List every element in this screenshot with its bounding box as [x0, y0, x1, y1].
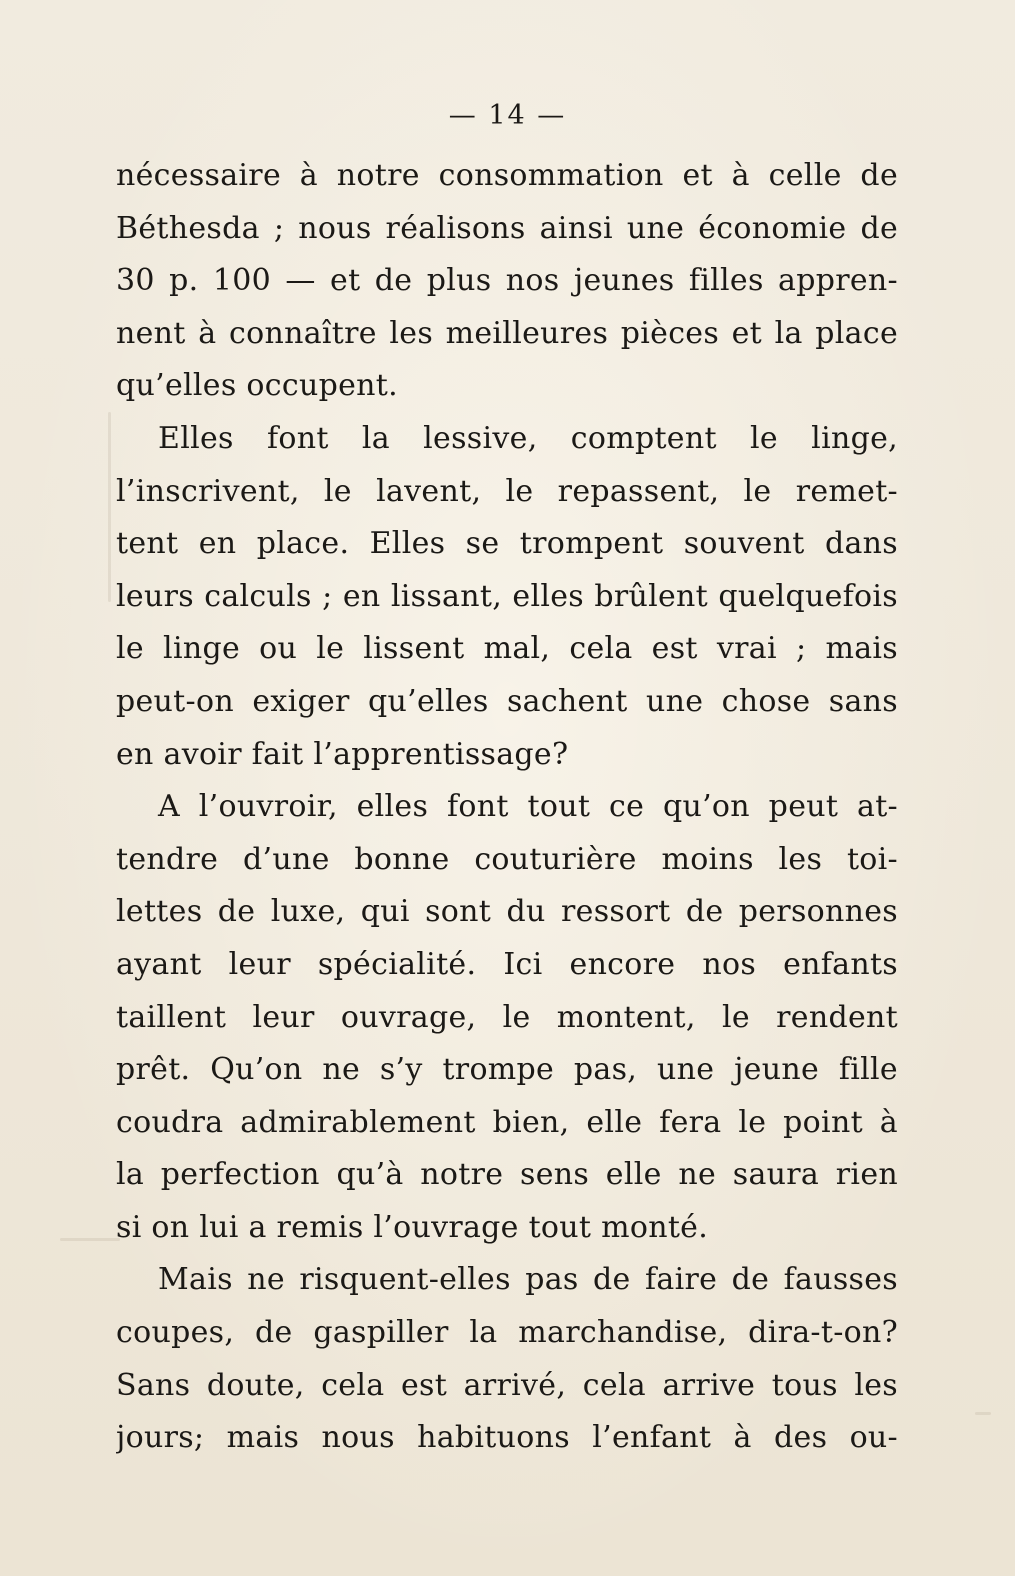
text-line: lettes de luxe, qui sont du ressort de personnes — [116, 894, 898, 930]
text-line: l’inscrivent, le lavent, le repassent, le remet- — [116, 473, 898, 509]
text-line: le linge ou le lissent mal, cela est vrai ; mais — [116, 631, 898, 667]
bleed-through-mark — [975, 1412, 991, 1415]
text-line: 30 p. 100 — et de plus nos jeunes filles appren- — [116, 263, 898, 299]
text-line: tendre d’une bonne couturière moins les toi- — [116, 841, 898, 877]
text-line: leurs calculs ; en lissant, elles brûlent quelquefois — [116, 578, 898, 614]
text-line: Elles font la lessive, comptent le linge, — [158, 420, 898, 456]
text-line: peut-on exiger qu’elles sachent une chose sans — [116, 683, 898, 719]
text-line: qu’elles occupent. — [116, 368, 398, 404]
text-line: nécessaire à notre consommation et à celle de — [116, 158, 898, 193]
text-line: nent à connaître les meilleures pièces et la place — [116, 315, 898, 351]
text-line: prêt. Qu’on ne s’y trompe pas, une jeune fille — [116, 1052, 898, 1088]
text-line: tent en place. Elles se trompent souvent dans — [116, 526, 898, 562]
text-line: coupes, de gaspiller la marchandise, dira-t-on? — [116, 1315, 898, 1351]
bleed-through-mark — [108, 412, 111, 602]
text-line: coudra admirablement bien, elle fera le point à — [116, 1104, 898, 1140]
text-line: jours; mais nous habituons l’enfant à des ou- — [116, 1420, 898, 1456]
text-line: Béthesda ; nous réalisons ainsi une économie de — [116, 210, 898, 246]
bleed-through-mark — [60, 1238, 120, 1241]
text-line: A l’ouvroir, elles font tout ce qu’on peut at- — [158, 789, 898, 825]
text-line: en avoir fait l’apprentissage? — [116, 736, 569, 772]
text-line: Sans doute, cela est arrivé, cela arrive tous les — [116, 1367, 898, 1403]
page-number: — 14 — — [448, 100, 567, 131]
text-line: si on lui a remis l’ouvrage tout monté. — [116, 1209, 709, 1245]
text-line: la perfection qu’à notre sens elle ne saura rien — [116, 1157, 898, 1193]
body-text — [116, 150, 898, 1465]
text-line: ayant leur spécialité. Ici encore nos enfants — [116, 946, 898, 982]
text-line: taillent leur ouvrage, le montent, le rendent — [116, 999, 898, 1035]
text-line: Mais ne risquent-elles pas de faire de fausses — [158, 1262, 898, 1298]
